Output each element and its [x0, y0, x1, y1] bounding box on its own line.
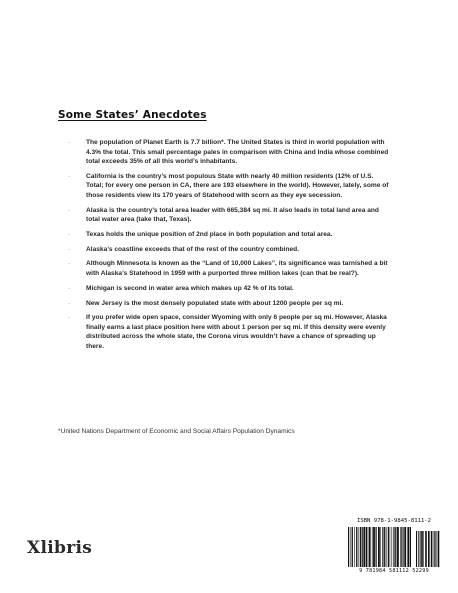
barcode-addon-bar	[420, 531, 421, 567]
barcode-addon-bar	[434, 531, 435, 567]
barcode-bar	[378, 527, 380, 567]
bullet-icon: ·	[68, 245, 71, 253]
barcode-addon-bar	[416, 531, 417, 567]
barcode-bar	[393, 527, 394, 567]
list-item: · Texas holds the unique position of 2nd place in both population and total area.	[68, 230, 333, 238]
barcode-bar	[386, 527, 387, 567]
barcode-bar	[348, 527, 349, 567]
barcode-bar	[369, 527, 371, 567]
bullet-icon: ·	[68, 230, 71, 238]
barcode-addon-bar	[428, 531, 430, 567]
barcode-bar	[356, 527, 357, 567]
barcode-bar	[363, 527, 365, 567]
bullet-icon: ·	[68, 299, 71, 307]
barcode-bar	[372, 527, 373, 567]
barcode-bar	[400, 527, 401, 567]
bullet-icon: ·	[68, 206, 71, 214]
barcode-bar	[384, 527, 385, 567]
list-item: · The population of Planet Earth is 7.7 billion*. The United States is third in world population with 4.3% the total. This small percentage pales in comparison with China and India whose combined total exceeds 35% of all this world’s inhabitants.	[68, 139, 389, 165]
anecdote-list	[68, 138, 390, 357]
list-item: · Alaska is the country’s total area leader with 665,384 sq mi. It also leads in total land area and total water area (take that, Texas).	[68, 206, 379, 224]
barcode-bar	[358, 527, 359, 567]
barcode-bar	[352, 527, 353, 567]
barcode-bar	[362, 527, 363, 567]
bullet-icon: ·	[68, 172, 71, 180]
barcode-bar	[395, 527, 396, 567]
barcode-bar	[403, 527, 404, 567]
barcode-bar	[397, 527, 399, 567]
publisher-logo: Xlibris	[27, 538, 93, 558]
barcode-bar	[380, 527, 381, 567]
bullet-icon: ·	[68, 139, 71, 146]
bullet-icon: ·	[68, 260, 71, 268]
barcode-bar	[366, 527, 367, 567]
barcode-bar	[354, 527, 355, 567]
footnote: *United Nations Department of Economic and Social Affairs Population Dynamics	[58, 428, 295, 435]
list-item: · Although Minnesota is known as the “Land of 10,000 Lakes”, its significance was tarnished a bit with Alaska’s Statehood in 1959 with a purported three million lakes (can that be real?).	[68, 260, 388, 277]
barcode-bar	[360, 527, 361, 567]
bullet-icon: ·	[68, 314, 71, 322]
barcode-digits: 9 781984 581112 52299	[359, 568, 429, 574]
list-item: · California is the country’s most populous State with nearly 40 million residents (12% of U.S. Total; for every one person in CA, there are 193 elsewhere in the world). However, lately, some of those residents view its 170 years of Statehood with scorn as they eye secession.	[68, 172, 389, 199]
barcode-bar	[382, 527, 383, 567]
barcode-addon-bar	[437, 531, 438, 567]
barcode-bar	[351, 527, 352, 567]
isbn-barcode	[344, 518, 444, 576]
barcode-bar	[368, 527, 369, 567]
barcode-addon-bar	[438, 531, 440, 567]
barcode-bar	[390, 527, 391, 567]
isbn-label: ISBN 978-1-9845-8111-2	[356, 518, 432, 524]
barcode-addon-bar	[421, 531, 423, 567]
barcode-bar	[407, 527, 409, 567]
barcode-addon-bar	[418, 531, 419, 567]
bullet-icon: ·	[68, 284, 71, 292]
list-item: · Alaska’s coastline exceeds that of the rest of the country combined.	[68, 245, 300, 253]
barcode-addon-bar	[425, 531, 427, 567]
barcode-bar	[392, 527, 393, 567]
barcode-bar	[373, 527, 375, 567]
barcode-bar	[388, 527, 389, 567]
barcode-addon-bar	[431, 531, 433, 567]
barcode-bar	[376, 527, 377, 567]
barcode-bar	[404, 527, 406, 567]
barcode-bar	[410, 527, 411, 567]
list-item: · Michigan is second in water area which makes up 42 % of its total.	[68, 284, 294, 292]
section-heading: Some States’ Anecdotes	[58, 109, 207, 121]
list-item: · New Jersey is the most densely populated state with about 1200 people per sq mi.	[68, 299, 344, 307]
barcode-addon-bar	[423, 531, 424, 567]
barcode-addon-bar	[435, 531, 436, 567]
list-item: · If you prefer wide open space, consider Wyoming with only 6 people per sq mi. However, Alaska finally earns a last place position here with about 1 person per sq mi. If this density were evenly distributed across the whole state, the Corona virus wouldn’t have a chance of spreading up there.	[68, 314, 387, 350]
barcode-bar	[401, 527, 402, 567]
barcode-bars	[348, 527, 440, 567]
